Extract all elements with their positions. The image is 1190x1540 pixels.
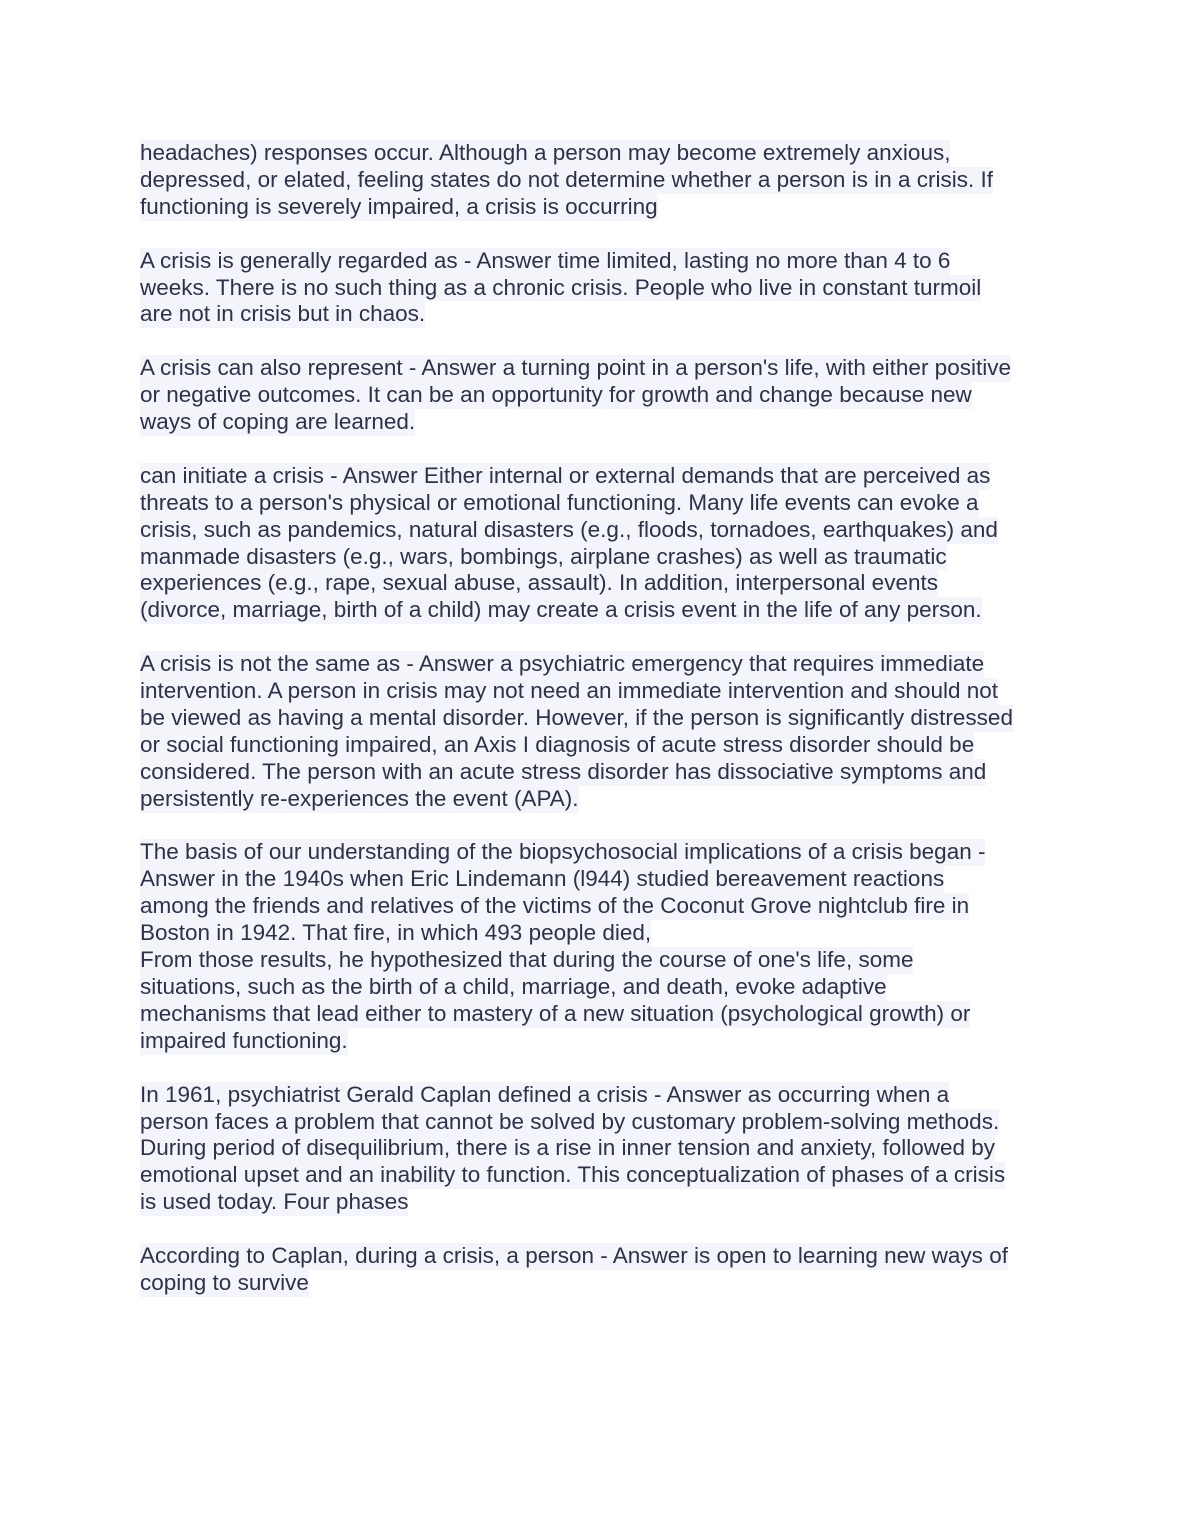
paragraph-crisis-duration — [140, 248, 1055, 329]
text-line: is used today. Four phases — [140, 1189, 409, 1215]
text-line: From those results, he hypothesized that during the course of one's life, some — [140, 947, 914, 973]
text-line: or negative outcomes. It can be an opportunity for growth and change because new — [140, 382, 972, 408]
text-line: A crisis is generally regarded as - Answer time limited, lasting no more than 4 to 6 — [140, 247, 951, 273]
text-line: weeks. There is no such thing as a chronic crisis. People who live in constant turmoil — [140, 274, 982, 300]
paragraph-caplan-definition — [140, 1082, 1055, 1217]
text-line: depressed, or elated, feeling states do not determine whether a person is in a crisis. If — [140, 166, 993, 192]
text-line: A crisis can also represent - Answer a turning point in a person's life, with either positive — [140, 355, 1011, 381]
text-line: coping to survive — [140, 1269, 309, 1295]
paragraph-lindemann — [140, 839, 1055, 1054]
text-line: or social functioning impaired, an Axis I diagnosis of acute stress disorder should be — [140, 731, 975, 757]
text-line: persistently re-experiences the event (APA). — [140, 785, 579, 811]
text-line: are not in crisis but in chaos. — [140, 301, 426, 327]
text-line: During period of disequilibrium, there is a rise in inner tension and anxiety, followed by — [140, 1135, 996, 1161]
text-line: manmade disasters (e.g., wars, bombings, airplane crashes) as well as traumatic — [140, 543, 947, 569]
text-line: functioning is severely impaired, a crisis is occurring — [140, 193, 658, 219]
paragraph-crisis-vs-emergency — [140, 651, 1055, 812]
text-line: emotional upset and an inability to function. This conceptualization of phases of a crisis — [140, 1162, 1006, 1188]
text-line: threats to a person's physical or emotional functioning. Many life events can evoke a — [140, 489, 979, 515]
text-line: (divorce, marriage, birth of a child) may create a crisis event in the life of any person. — [140, 597, 982, 623]
text-line: considered. The person with an acute stress disorder has dissociative symptoms and — [140, 758, 987, 784]
text-line: mechanisms that lead either to mastery of a new situation (psychological growth) or — [140, 1000, 971, 1026]
text-line: be viewed as having a mental disorder. However, if the person is significantly distressed — [140, 704, 1013, 730]
text-line: According to Caplan, during a crisis, a person - Answer is open to learning new ways of — [140, 1243, 1008, 1269]
text-line: situations, such as the birth of a child, marriage, and death, evoke adaptive — [140, 974, 887, 1000]
paragraph-crisis-initiation — [140, 463, 1055, 624]
text-line: crisis, such as pandemics, natural disasters (e.g., floods, tornadoes, earthquakes) and — [140, 516, 998, 542]
paragraph-crisis-functioning — [140, 140, 1055, 221]
paragraph-crisis-turning-point — [140, 355, 1055, 436]
text-line: experiences (e.g., rape, sexual abuse, assault). In addition, interpersonal events — [140, 570, 938, 596]
paragraph-caplan-learning — [140, 1243, 1055, 1297]
text-line: among the friends and relatives of the victims of the Coconut Grove nightclub fire in — [140, 893, 970, 919]
text-line: A crisis is not the same as - Answer a psychiatric emergency that requires immediate — [140, 651, 985, 677]
text-line: Answer in the 1940s when Eric Lindemann (l944) studied bereavement reactions — [140, 866, 945, 892]
text-line: can initiate a crisis - Answer Either internal or external demands that are perceived as — [140, 462, 991, 488]
text-line: The basis of our understanding of the biopsychosocial implications of a crisis began - — [140, 839, 986, 865]
text-line: headaches) responses occur. Although a person may become extremely anxious, — [140, 140, 951, 165]
text-line: intervention. A person in crisis may not need an immediate intervention and should not — [140, 678, 999, 704]
text-line: In 1961, psychiatrist Gerald Caplan defined a crisis - Answer as occurring when a — [140, 1081, 950, 1107]
text-line: person faces a problem that cannot be solved by customary problem-solving methods. — [140, 1108, 1000, 1134]
text-line: ways of coping are learned. — [140, 409, 416, 435]
text-line: impaired functioning. — [140, 1027, 348, 1053]
text-line: Boston in 1942. That fire, in which 493 people died, — [140, 920, 652, 946]
document-body — [140, 140, 1055, 1324]
